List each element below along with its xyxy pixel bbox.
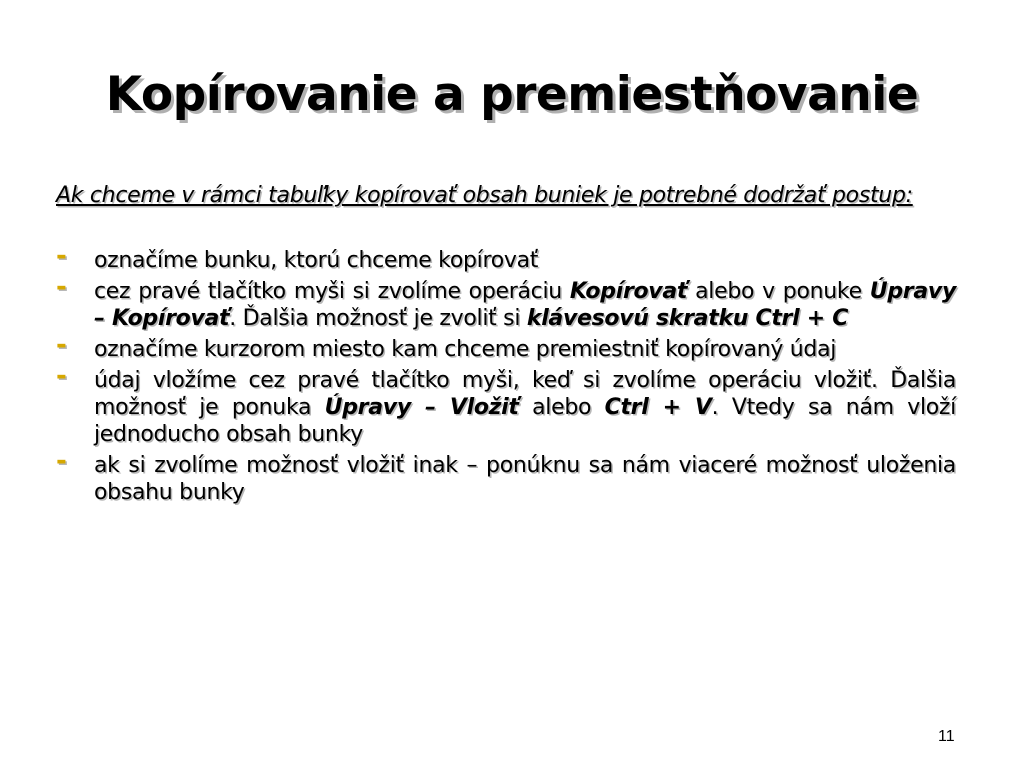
bullet-text: . Vtedy sa nám vloží jednoducho obsah bunky <box>94 395 956 447</box>
bullet-item-4 <box>56 361 956 448</box>
bold-italic-text: Úpravy – Kopírovať <box>94 279 956 331</box>
bullet-text: alebo v ponuke <box>687 279 870 304</box>
bullet-text: ak si zvolíme možnosť vložiť inak – ponúknu sa nám viaceré možnosť uloženia obsahu bunky <box>94 453 956 505</box>
slide-number: 11 <box>938 728 955 745</box>
bullet-text: údaj vložíme cez pravé tlačítko myši, keď si zvolíme operáciu vložiť. Ďalšia možnosť je ponuka <box>94 368 956 420</box>
bullet-dash: - <box>56 330 67 360</box>
intro-text: Ak chceme v rámci tabuľky kopírovať obsah buniek je potrebné dodržať postup: <box>56 183 913 208</box>
bullet-text: označíme bunku, ktorú chceme kopírovať <box>94 248 539 273</box>
bullet-item-3 <box>56 330 956 363</box>
bullet-dash: - <box>56 272 67 302</box>
bullet-list <box>56 241 956 506</box>
bold-italic-text: Úpravy – Vložiť <box>324 395 519 420</box>
bullet-text: cez pravé tlačítko myši si zvolíme operáciu <box>94 279 570 304</box>
bullet-item-2 <box>56 272 956 332</box>
bullet-item-1 <box>56 241 956 274</box>
bold-italic-text: klávesovú skratku Ctrl + C <box>526 306 849 331</box>
bullet-dash: - <box>56 446 67 476</box>
bullet-text: . Ďalšia možnosť je zvoliť si <box>229 306 527 331</box>
bullet-dash: - <box>56 361 67 391</box>
bold-italic-text: Ctrl + V <box>604 395 712 420</box>
bullet-text: alebo <box>518 395 605 420</box>
bold-italic-text: Kopírovať <box>569 279 688 304</box>
bullet-dash: - <box>56 241 67 271</box>
slide-title: Kopírovanie a premiestňovanie <box>105 67 919 122</box>
bullet-text: označíme kurzorom miesto kam chceme premiestniť kopírovaný údaj <box>94 337 837 362</box>
slide-body <box>56 182 956 510</box>
bullet-item-5 <box>56 446 956 506</box>
